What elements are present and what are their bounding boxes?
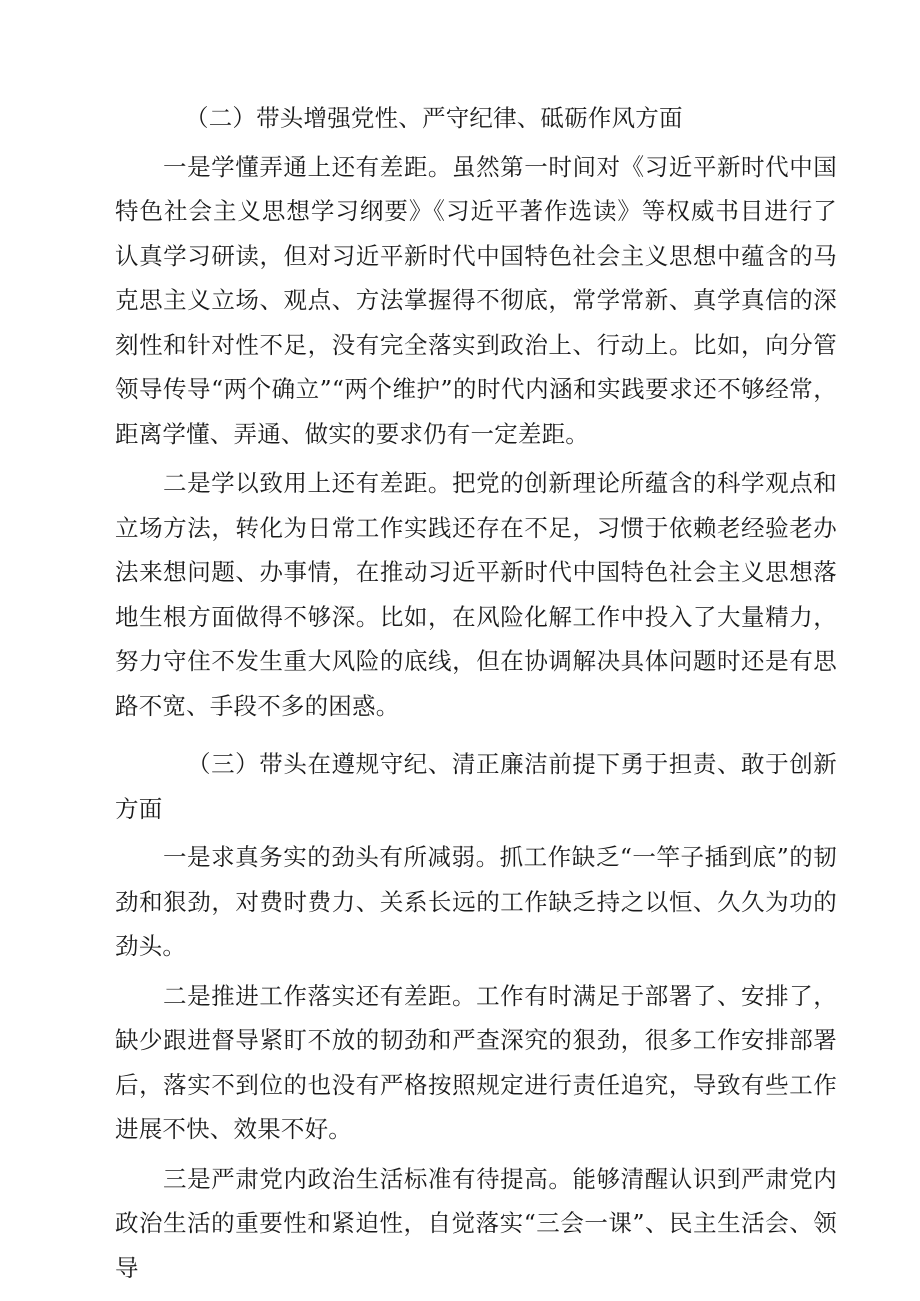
paragraph: 三是严肃党内政治生活标准有待提高。能够清醒认识到严肃党内政治生活的重要性和紧迫性，自觉落实“三会一课”、民主生活会、领导 xyxy=(115,1164,837,1282)
section-heading-2: （二）带头增强党性、严守纪律、砥砺作风方面 xyxy=(185,104,683,132)
paragraph: 一是求真务实的劲头有所减弱。抓工作缺乏“一竿子插到底”的韧劲和狠劲，对费时费力、关系长远的工作缺乏持之以恒、久久为功的劲头。 xyxy=(115,843,837,960)
section-heading-3: （三）带头在遵规守纪、清正廉洁前提下勇于担责、敢于创新方面 xyxy=(115,750,837,823)
document-body xyxy=(115,96,837,1290)
paragraph: 一是学懂弄通上还有差距。虽然第一时间对《习近平新时代中国特色社会主义思想学习纲要》《习近平著作选读》等权威书目进行了认真学习研读，但对习近平新时代中国特色社会主义思想中蕴含的马克思主义立场、观点、方法掌握得不彻底，常学常新、真学真信的深刻性和针对性不足，没有完全落实到政治上、行动上。比如，向分管领导传导“两个确立”“两个维护”的时代内涵和实践要求还不够经常，距离学懂、弄通、做实的要求仍有一定差距。 xyxy=(115,152,837,448)
paragraph: 二是推进工作落实还有差距。工作有时满足于部署了、安排了，缺少跟进督导紧盯不放的韧劲和严查深究的狠劲，很多工作安排部署后，落实不到位的也没有严格按照规定进行责任追究，导致有些工作进展不快、效果不好。 xyxy=(115,981,837,1143)
paragraph: 二是学以致用上还有差距。把党的创新理论所蕴含的科学观点和立场方法，转化为日常工作实践还存在不足，习惯于依赖老经验老办法来想问题、办事情，在推动习近平新时代中国特色社会主义思想落地生根方面做得不够深。比如，在风险化解工作中投入了大量精力，努力守住不发生重大风险的底线，但在协调解决具体问题时还是有思路不宽、手段不多的困惑。 xyxy=(115,469,837,720)
